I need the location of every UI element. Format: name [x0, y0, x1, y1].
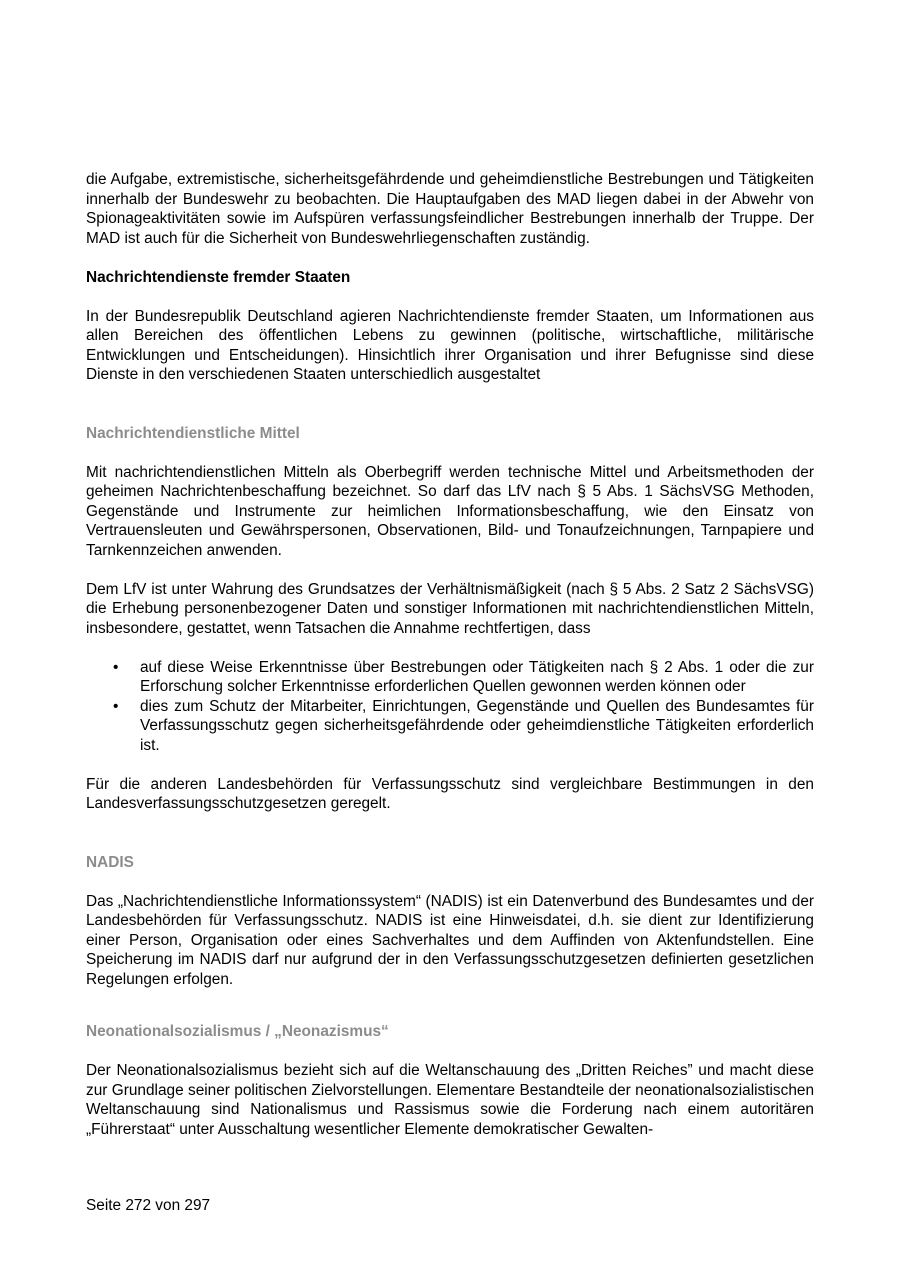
heading-nachrichtendienstliche-mittel: Nachrichtendienstliche Mittel — [86, 424, 300, 442]
list-item — [86, 697, 814, 756]
bullet-icon: • — [113, 697, 119, 715]
heading-nadis: NADIS — [86, 853, 134, 871]
mittel-paragraph-3: Für die anderen Landesbehörden für Verfassungsschutz sind vergleichbare Bestimmungen in den Landesverfassungsschutzgesetzen geregelt. — [86, 775, 814, 812]
conditions-list — [86, 658, 814, 756]
list-item — [86, 658, 814, 697]
fremde-staaten-paragraph: In der Bundesrepublik Deutschland agieren Nachrichtendienste fremder Staaten, um Informationen aus allen Bereichen des öffentlichen Lebens zu gewinnen (politische, wirtschaftliche, militärische Entwicklungen und Entscheidungen). Hinsichtlich ihrer Organisation und ihrer Befugnisse sind diese Dienste in den verschiedenen Staaten unterschiedlich ausgestaltet — [86, 307, 814, 383]
mittel-paragraph-2: Dem LfV ist unter Wahrung des Grundsatzes der Verhältnismäßigkeit (nach § 5 Abs. 2 Satz 2 SächsVSG) die Erhebung personenbezogener Daten und sonstiger Informationen mit nachrichtendienstlichen Mitteln, insbesondere, gestattet, wenn Tatsachen die Annahme rechtfertigen, dass — [86, 580, 814, 637]
intro-paragraph: die Aufgabe, extremistische, sicherheitsgefährdende und geheimdienstliche Bestrebungen und Tätigkeiten innerhalb der Bundeswehr zu beobachten. Die Hauptaufgaben des MAD liegen dabei in der Abwehr von Spionageaktivitäten sowie im Aufspüren verfassungsfeindlicher Bestrebungen innerhalb der Truppe. Der MAD ist auch für die Sicherheit von Bundeswehrliegenschaften zuständig. — [86, 171, 814, 247]
heading-fremde-staaten: Nachrichtendienste fremder Staaten — [86, 268, 351, 286]
document-body — [86, 170, 814, 1139]
mittel-paragraph-1: Mit nachrichtendienstlichen Mitteln als Oberbegriff werden technische Mittel und Arbeitsmethoden der geheimen Nachrichtenbeschaffung bezeichnet. So darf das LfV nach § 5 Abs. 1 SächsVSG Methoden, Gegenstände und Instrumente zur heimlichen Informationsbeschaffung, wie den Einsatz von Vertrauensleuten und Gewährspersonen, Observationen, Bild- und Tonaufzeichnungen, Tarnpapiere und Tarnkennzeichen anwenden. — [86, 463, 814, 559]
page-number: Seite 272 von 297 — [86, 1197, 211, 1214]
list-item-text: dies zum Schutz der Mitarbeiter, Einrichtungen, Gegenstände und Quellen des Bundesamtes für Verfassungsschutz gegen sicherheitsgefährdende oder geheimdienstliche Tätigkeiten erforderlich ist. — [140, 697, 814, 754]
bullet-icon: • — [113, 658, 119, 676]
list-item-text: auf diese Weise Erkenntnisse über Bestrebungen oder Tätigkeiten nach § 2 Abs. 1 oder die zur Erforschung solcher Erkenntnisse erforderlichen Quellen gewonnen werden können oder — [140, 658, 814, 695]
neonazismus-paragraph: Der Neonationalsozialismus bezieht sich auf die Weltanschauung des „Dritten Reiches” und macht diese zur Grundlage seiner politischen Zielvorstellungen. Elementare Bestandteile der neonationalsozialistischen Weltanschauung sind Nationalismus und Rassismus sowie die Forderung nach einem autoritären „Führerstaat“ unter Ausschaltung wesentlicher Elemente demokratischer Gewalten- — [86, 1062, 814, 1138]
heading-neonazismus: Neonationalsozialismus / „Neonazismus“ — [86, 1023, 389, 1040]
nadis-paragraph: Das „Nachrichtendienstliche Informationssystem“ (NADIS) ist ein Datenverbund des Bundesamtes und der Landesbehörden für Verfassungsschutz. NADIS ist eine Hinweisdatei, d.h. sie dient zur Identifizierung einer Person, Organisation oder eines Sachverhaltes und dem Auffinden von Aktenfundstellen. Eine Speicherung im NADIS darf nur aufgrund der in den Verfassungsschutzgesetzen definierten gesetzlichen Regelungen erfolgen. — [86, 892, 814, 988]
